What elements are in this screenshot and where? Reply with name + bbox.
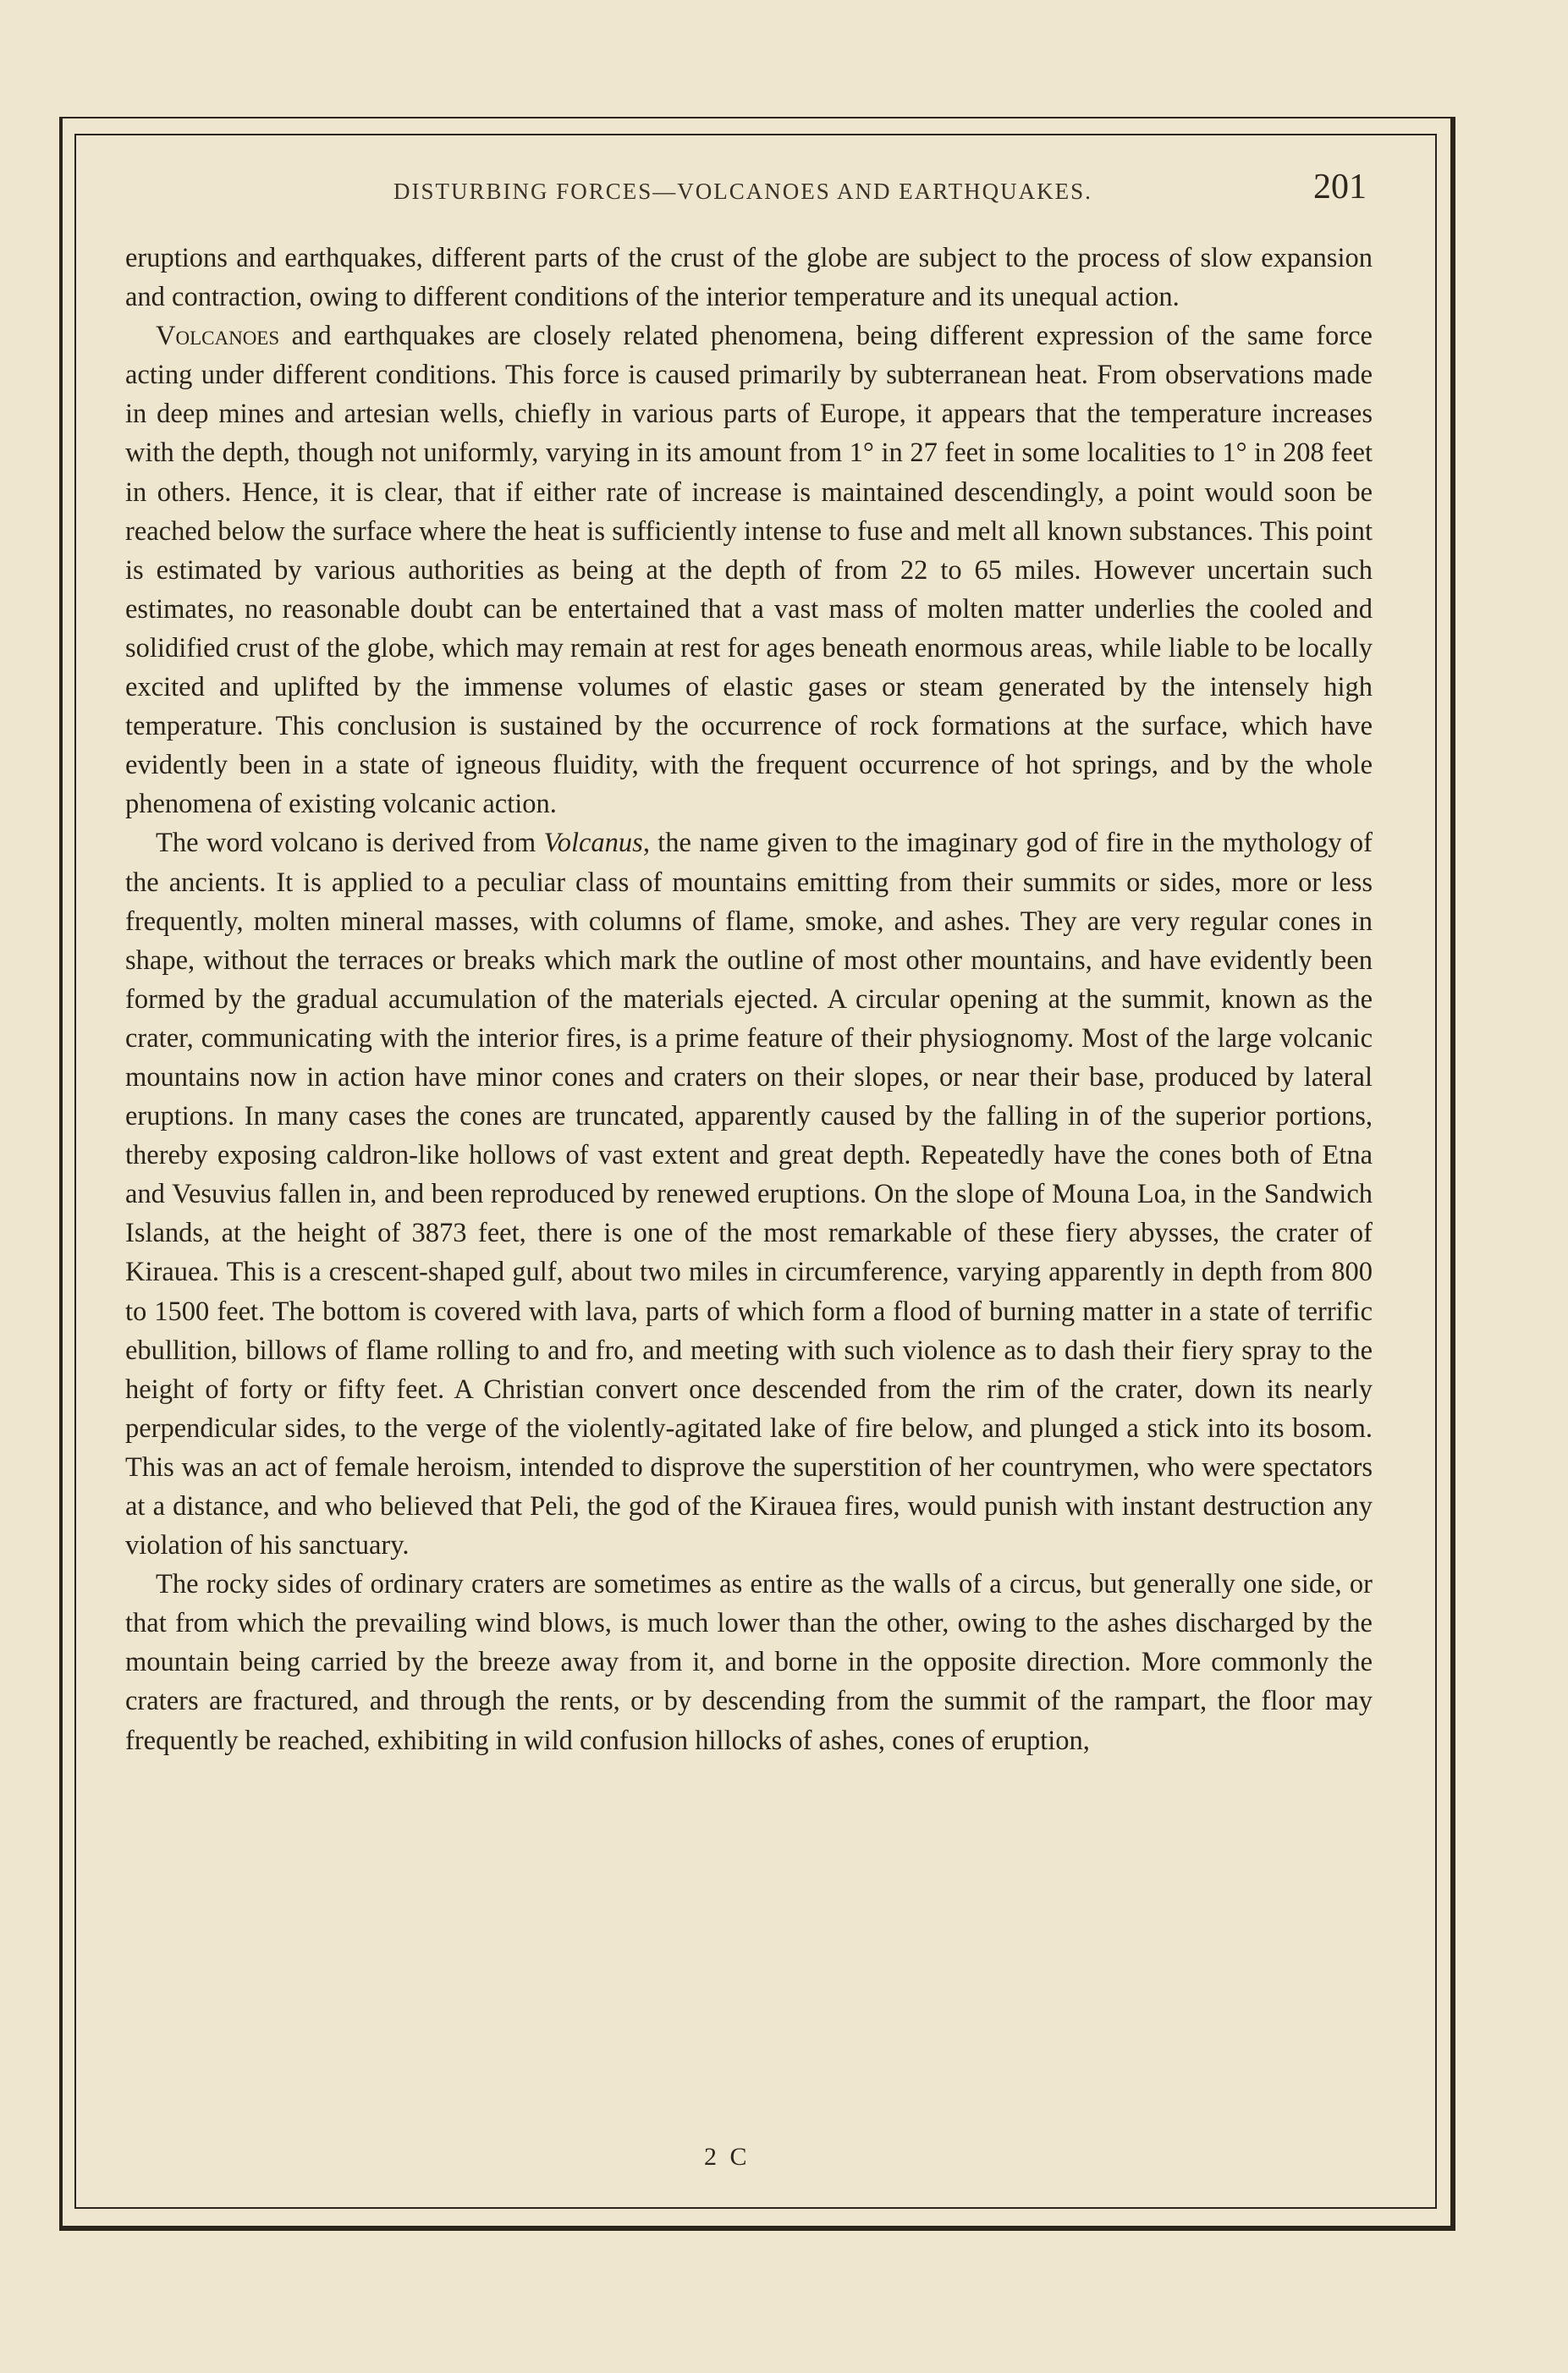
paragraph-4-text: The rocky sides of ordinary craters are sometimes as entire as the walls of a circus, but generally one side, or that from which the prevailing wind blows, is much lower than the other, owing to the ashes discharged by the mountain being carried by the breeze away from it, and borne in the opposite direction. More commonly the craters are fractured, and through the rents, or by descending from the summit of the rampart, the floor may frequently be reached, exhibiting in wild confusion hillocks of ashes, cones of eruption, xyxy=(125,1569,1373,1756)
paragraph-1 xyxy=(125,239,1373,317)
page-header xyxy=(80,168,1367,224)
paragraph-3-italic: Volcanus xyxy=(543,828,643,859)
paragraph-2-text: and earthquakes are closely related phenomena, being different expression of the same force acting under different conditions. This force is caused primarily by subterranean heat. From observations made in deep mines and artesian wells, chiefly in various parts of Europe, it appears that the temperature increases with the depth, though not uniformly, varying in its amount from 1° in 27 feet in some localities to 1° in 208 feet in others. Hence, it is clear, that if either rate of increase is maintained descendingly, a point would soon be reached below the surface where the heat is sufficiently intense to fuse and melt all known substances. This point is estimated by various authorities as being at the depth of from 22 to 65 miles. However uncertain such estimates, no reasonable doubt can be entertained that a vast mass of molten matter underlies the cooled and solidified crust of the globe, which may remain at rest for ages beneath enormous areas, while liable to be locally excited and uplifted by the immense volumes of elastic gases or steam generated by the intensely high temperature. This conclusion is sustained by the occurrence of rock formations at the surface, which have evidently been in a state of igneous fluidity, with the frequent occurrence of hot springs, and by the whole phenomena of existing volcanic action. xyxy=(125,321,1373,820)
running-head: DISTURBING FORCES—VOLCANOES AND EARTHQUAKES. xyxy=(393,179,1092,204)
paragraph-2-lead: Volcanoes xyxy=(156,321,280,352)
signature-mark: 2 C xyxy=(704,2143,751,2171)
paragraph-3-text: , the name given to the imaginary god of fire in the mythology of the ancients. It is applied to a peculiar class of mountains emitting from their summits or sides, more or less frequently, molten mineral masses, with columns of flame, smoke, and ashes. They are very regular cones in shape, without the terraces or breaks which mark the outline of most other mountains, and have evidently been formed by the gradual accumulation of the materials ejected. A circular opening at the summit, known as the crater, communicating with the interior fires, is a prime feature of their physiognomy. Most of the large volcanic mountains now in action have minor cones and craters on their slopes, or near their base, produced by lateral eruptions. In many cases the cones are truncated, apparently caused by the falling in of the superior portions, thereby exposing caldron-like hollows of vast extent and great depth. Repeatedly have the cones both of Etna and Vesuvius fallen in, and been reproduced by renewed eruptions. On the slope of Mouna Loa, in the Sandwich Islands, at the height of 3873 feet, there is one of the most remarkable of these fiery abysses, the crater of Kirauea. This is a crescent-shaped gulf, about two miles in circumference, varying apparently in depth from 800 to 1500 feet. The bottom is covered with lava, parts of which form a flood of burning matter in a state of terrific ebullition, billows of flame rolling to and fro, and meeting with such violence as to dash their fiery spray to the height of forty or fifty feet. A Christian convert once descended from the rim of the crater, down its nearly perpendicular sides, to the verge of the violently-agitated lake of fire below, and plunged a stick into its bosom. This was an act of female heroism, intended to disprove the superstition of her countrymen, who were spectators at a distance, and who believed that Peli, the god of the Kirauea fires, would punish with instant destruction any violation of his sanctuary. xyxy=(125,828,1373,1561)
page-number: 201 xyxy=(1313,168,1367,206)
paragraph-4 xyxy=(125,1565,1373,1759)
paragraph-2 xyxy=(125,317,1373,823)
paragraph-3-before: The word volcano is derived from xyxy=(156,828,544,859)
body-text xyxy=(125,239,1373,1760)
paragraph-1-text: eruptions and earthquakes, different parts of the crust of the globe are subject to the process of slow expansion and contraction, owing to different conditions of the interior temperature and its unequal action. xyxy=(125,243,1373,313)
paragraph-3 xyxy=(125,823,1373,1565)
